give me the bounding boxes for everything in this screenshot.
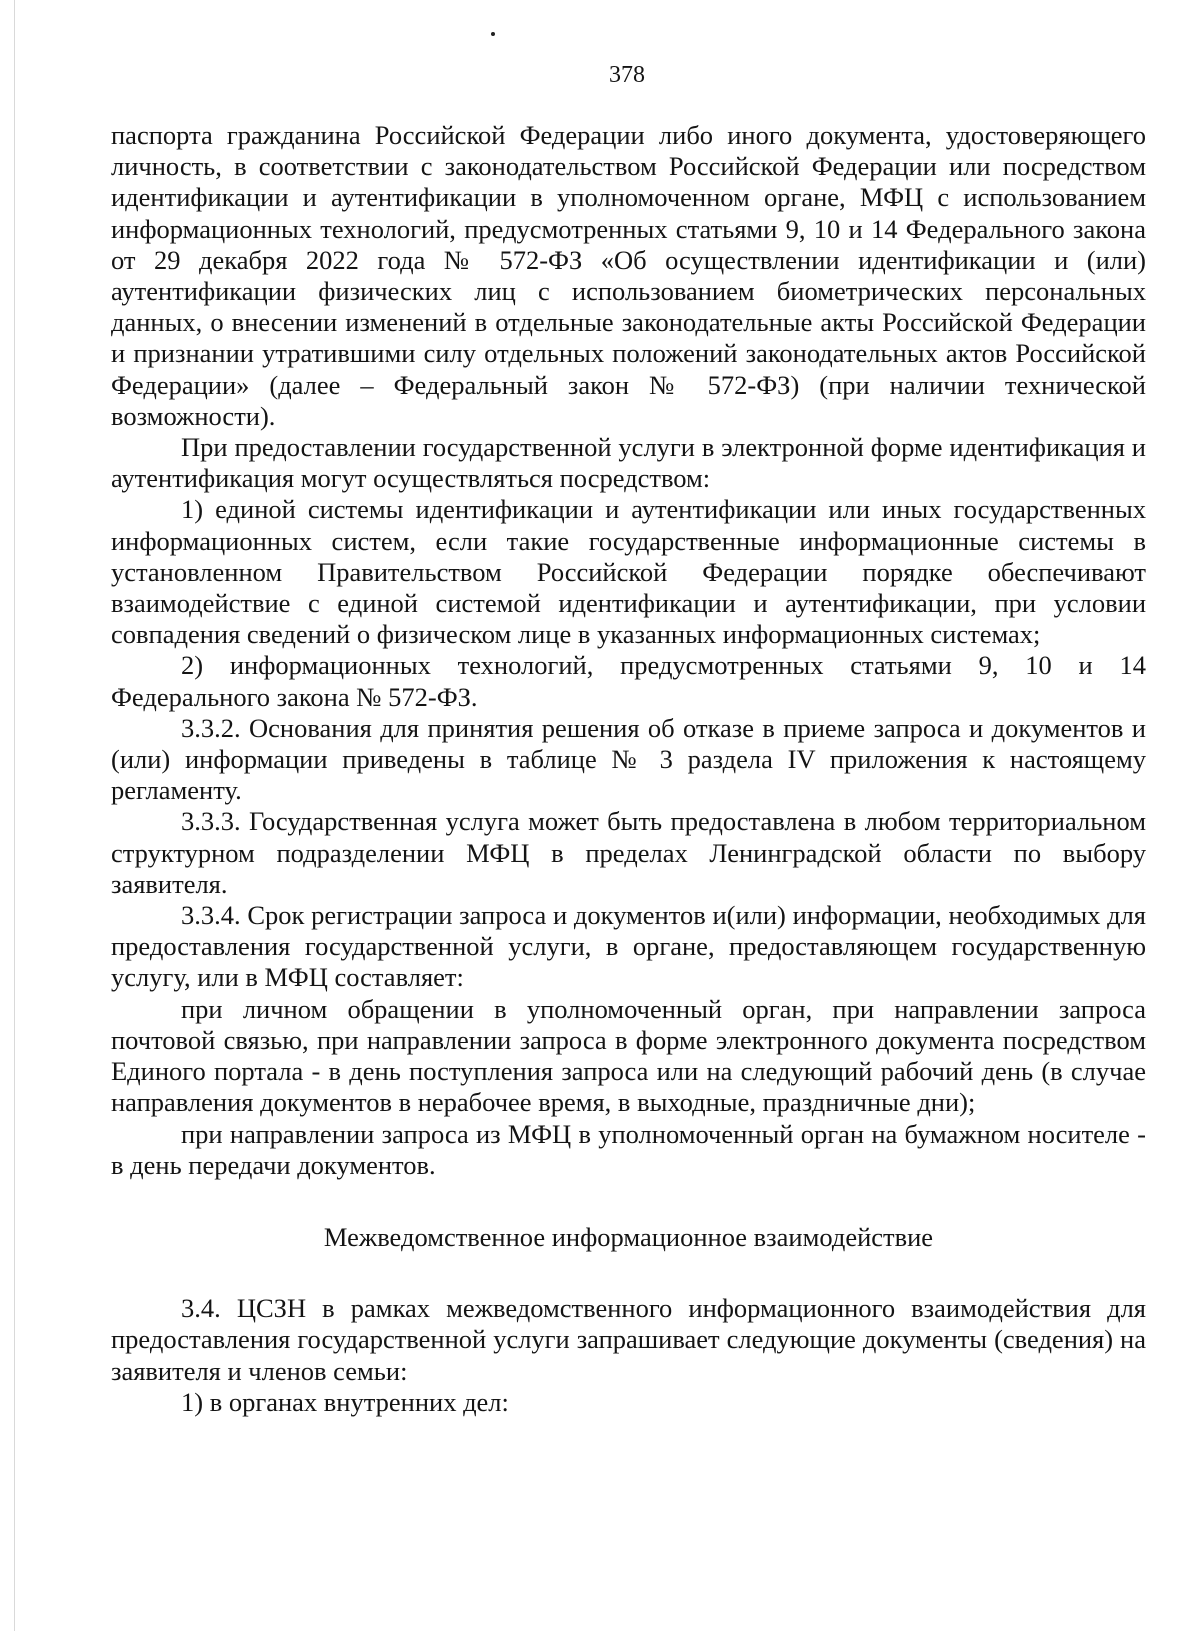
section-heading: Межведомственное информационное взаимодействие (323, 1221, 934, 1252)
paragraph-identity-document: паспорта гражданина Российской Федерации либо иного документа, удостоверяющего личность, в соответствии с законодательством Российской Федерации или посредством идентификации и аутентификации в уполномоченном органе, МФЦ с использованием информационных технологий, предусмотренных статьями 9, 10 и 14 Федерального закона от 29 декабря 2022 года № 572-ФЗ «Об осуществлении идентификации и (или) аутентификации физических лиц с использованием биометрических персональных данных, о внесении изменений в отдельные законодательные акты Российской Федерации и признании утратившими силу отдельных положений законодательных актов Российской Федерации» (далее – Федеральный закон № 572-ФЗ) (при наличии технической возможности). (111, 120, 1146, 431)
paragraph-3-3-3: 3.3.3. Государственная услуга может быть предоставлена в любом территориальном структурном подразделении МФЦ в пределах Ленинградской области по выбору заявителя. (111, 806, 1146, 899)
scan-edge-line (14, 0, 15, 1631)
paragraph-3-3-4: 3.3.4. Срок регистрации запроса и документов и(или) информации, необходимых для предоставления государственной услуги, в органе, предоставляющем государственную услугу, или в МФЦ составляет: (111, 900, 1146, 993)
list-item-internal-affairs: 1) в органах внутренних дел: (181, 1386, 509, 1417)
document-body (111, 120, 1146, 1418)
list-item-information-technologies: 2) информационных технологий, предусмотренных статьями 9, 10 и 14 Федерального закона № 572-ФЗ. (111, 650, 1146, 712)
paragraph-electronic-identification: При предоставлении государственной услуги в электронной форме идентификация и аутентификация могут осуществляться посредством: (111, 432, 1146, 494)
scan-speck (491, 32, 495, 36)
paragraph-mfc-request: при направлении запроса из МФЦ в уполномоченный орган на бумажном носителе - в день передачи документов. (111, 1118, 1146, 1180)
paragraph-3-4: 3.4. ЦСЗН в рамках межведомственного информационного взаимодействия для предоставления государственной услуги запрашивает следующие документы (сведения) на заявителя и членов семьи: (111, 1293, 1146, 1386)
page-number: 378 (609, 62, 645, 88)
list-item-unified-system: 1) единой системы идентификации и аутентификации или иных государственных информационных систем, если такие государственные информационные системы в установленном Правительством Российской Федерации порядке обеспечивают взаимодействие с единой системой идентификации и аутентификации, при условии совпадения сведений о физическом лице в указанных информационных системах; (111, 494, 1146, 650)
paragraph-3-3-2: 3.3.2. Основания для принятия решения об отказе в приеме запроса и документов и (или) информации приведены в таблице № 3 раздела IV приложения к настоящему регламенту. (111, 712, 1146, 806)
paragraph-personal-appeal: при личном обращении в уполномоченный орган, при направлении запроса почтовой связью, при направлении запроса в форме электронного документа посредством Единого портала - в день поступления запроса или на следующий рабочий день (в случае направления документов в нерабочее время, в выходные, праздничные дни); (111, 993, 1146, 1118)
